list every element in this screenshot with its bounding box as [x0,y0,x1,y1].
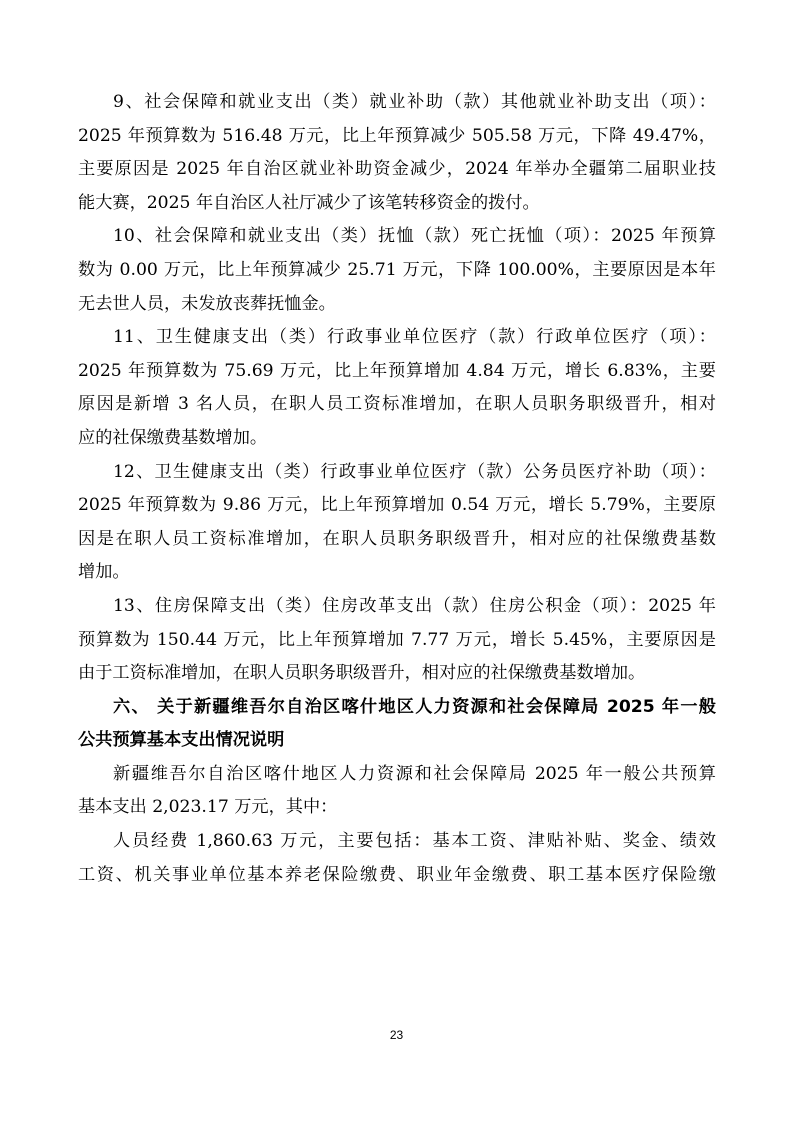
text-line: 2025 年预算数为 9.86 万元，比上年预算增加 0.54 万元，增长 5.79%，主要原 [78,495,716,516]
text-line: 基本支出 2,023.17 万元，其中： [78,797,338,818]
text-line: 因是在职人员工资标准增加，在职人员职务职级晋升，相对应的社保缴费基数 [78,528,716,549]
text-line: 10、社会保障和就业支出（类）抚恤（款）死亡抚恤（项）：2025 年预算 [113,226,716,247]
paragraph-death-pension [78,220,716,321]
text-line: 12、卫生健康支出（类）行政事业单位医疗（款）公务员医疗补助（项）： [113,461,716,482]
heading-line: 公共预算基本支出情况说明 [78,730,285,751]
section-heading [78,691,716,758]
text-line: 13、住房保障支出（类）住房改革支出（款）住房公积金（项）：2025 年 [113,595,716,616]
paragraph-housing-fund [78,590,716,691]
paragraph-employment-subsidy [78,86,716,220]
text-line: 9、社会保障和就业支出（类）就业补助（款）其他就业补助支出（项）： [113,92,716,112]
paragraph-basic-expenditure [78,758,716,825]
text-line: 无去世人员，未发放丧葬抚恤金。 [78,293,336,314]
text-line: 新疆维吾尔自治区喀什地区人力资源和社会保障局 2025 年一般公共预算 [113,763,716,784]
document-body [78,86,716,892]
heading-line: 六、 关于新疆维吾尔自治区喀什地区人力资源和社会保障局 2025 年一般 [113,696,716,717]
text-line: 预算数为 150.44 万元，比上年预算增加 7.77 万元，增长 5.45%，主要原因是 [78,629,716,650]
text-line: 增加。 [78,562,130,583]
text-line: 2025 年预算数为 516.48 万元，比上年预算减少 505.58 万元，下降 49.47%， [78,125,716,146]
page-number: 23 [389,1028,404,1042]
text-line: 数为 0.00 万元，比上年预算减少 25.71 万元，下降 100.00%，主要原因是本年 [78,259,716,280]
text-line: 主要原因是 2025 年自治区就业补助资金减少，2024 年举办全疆第二届职业技 [78,159,716,180]
paragraph-admin-medical [78,321,716,455]
text-line: 原因是新增 3 名人员，在职人员工资标准增加，在职人员职务职级晋升，相对 [78,394,716,415]
text-line: 11、卫生健康支出（类）行政事业单位医疗（款）行政单位医疗（项）： [113,327,716,348]
text-line: 人员经费 1,860.63 万元，主要包括：基本工资、津贴补贴、奖金、绩效 [113,831,716,852]
text-line: 能大赛，2025 年自治区人社厅减少了该笔转移资金的拨付。 [78,192,540,213]
text-line: 2025 年预算数为 75.69 万元，比上年预算增加 4.84 万元，增长 6.83%，主要 [78,360,716,381]
paragraph-civil-servant-medical [78,456,716,590]
text-line: 由于工资标准增加，在职人员职务职级晋升，相对应的社保缴费基数增加。 [78,663,646,684]
text-line: 工资、机关事业单位基本养老保险缴费、职业年金缴费、职工基本医疗保险缴 [78,864,716,885]
paragraph-personnel-expenditure [78,825,716,892]
text-line: 应的社保缴费基数增加。 [78,427,268,448]
